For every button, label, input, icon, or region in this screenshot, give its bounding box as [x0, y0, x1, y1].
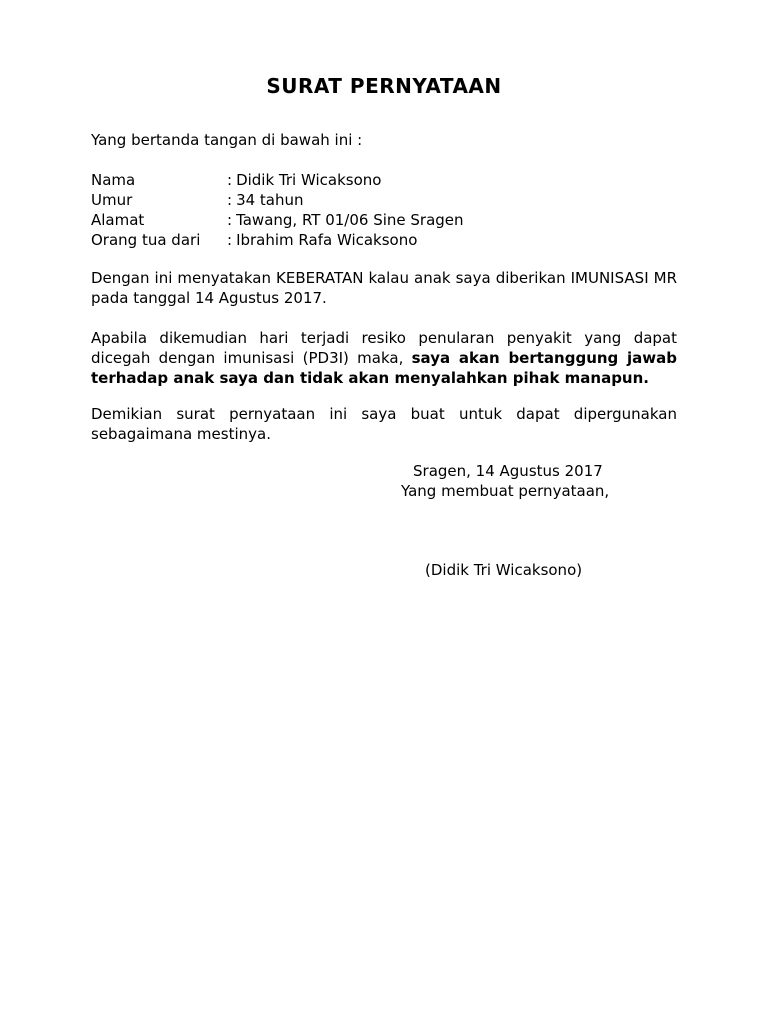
identity-label: Nama — [91, 171, 136, 189]
identity-colon: : — [227, 211, 233, 229]
signer-name: (Didik Tri Wicaksono) — [425, 561, 583, 579]
identity-value: Tawang, RT 01/06 Sine Sragen — [236, 211, 464, 229]
identity-label: Alamat — [91, 211, 145, 229]
identity-label: Orang tua dari — [91, 231, 201, 249]
identity-value: Ibrahim Rafa Wicaksono — [236, 231, 418, 249]
responsibility-text: Apabila dikemudian hari terjadi resiko penularan penyakit yang dapat dicegah dengan imunisasi (PD3I) maka, — [91, 329, 677, 367]
identity-row-address — [91, 210, 464, 230]
identity-row-parent-of — [91, 230, 464, 250]
identity-row-name — [91, 170, 464, 190]
intro-text: Yang bertanda tangan di bawah ini : — [91, 131, 363, 149]
identity-value: 34 tahun — [236, 191, 304, 209]
responsibility-paragraph — [91, 328, 677, 388]
identity-colon: : — [227, 171, 233, 189]
responsibility-bold-text: saya akan bertanggung jawab terhadap anak saya dan tidak akan menyalahkan pihak manapun. — [91, 349, 677, 387]
closing-paragraph: Demikian surat pernyataan ini saya buat untuk dapat dipergunakan sebagaimana mestinya. — [91, 405, 677, 443]
identity-label: Umur — [91, 191, 133, 209]
identity-colon: : — [227, 231, 233, 249]
statement-paragraph: Dengan ini menyatakan KEBERATAN kalau anak saya diberikan IMUNISASI MR pada tanggal 14 Agustus 2017. — [91, 269, 677, 307]
identity-colon: : — [227, 191, 233, 209]
identity-table — [91, 170, 464, 250]
maker-label: Yang membuat pernyataan, — [401, 482, 610, 500]
document-title: SURAT PERNYATAAN — [266, 74, 502, 98]
identity-row-age — [91, 190, 464, 210]
place-date: Sragen, 14 Agustus 2017 — [413, 462, 603, 480]
identity-value: Didik Tri Wicaksono — [236, 171, 382, 189]
